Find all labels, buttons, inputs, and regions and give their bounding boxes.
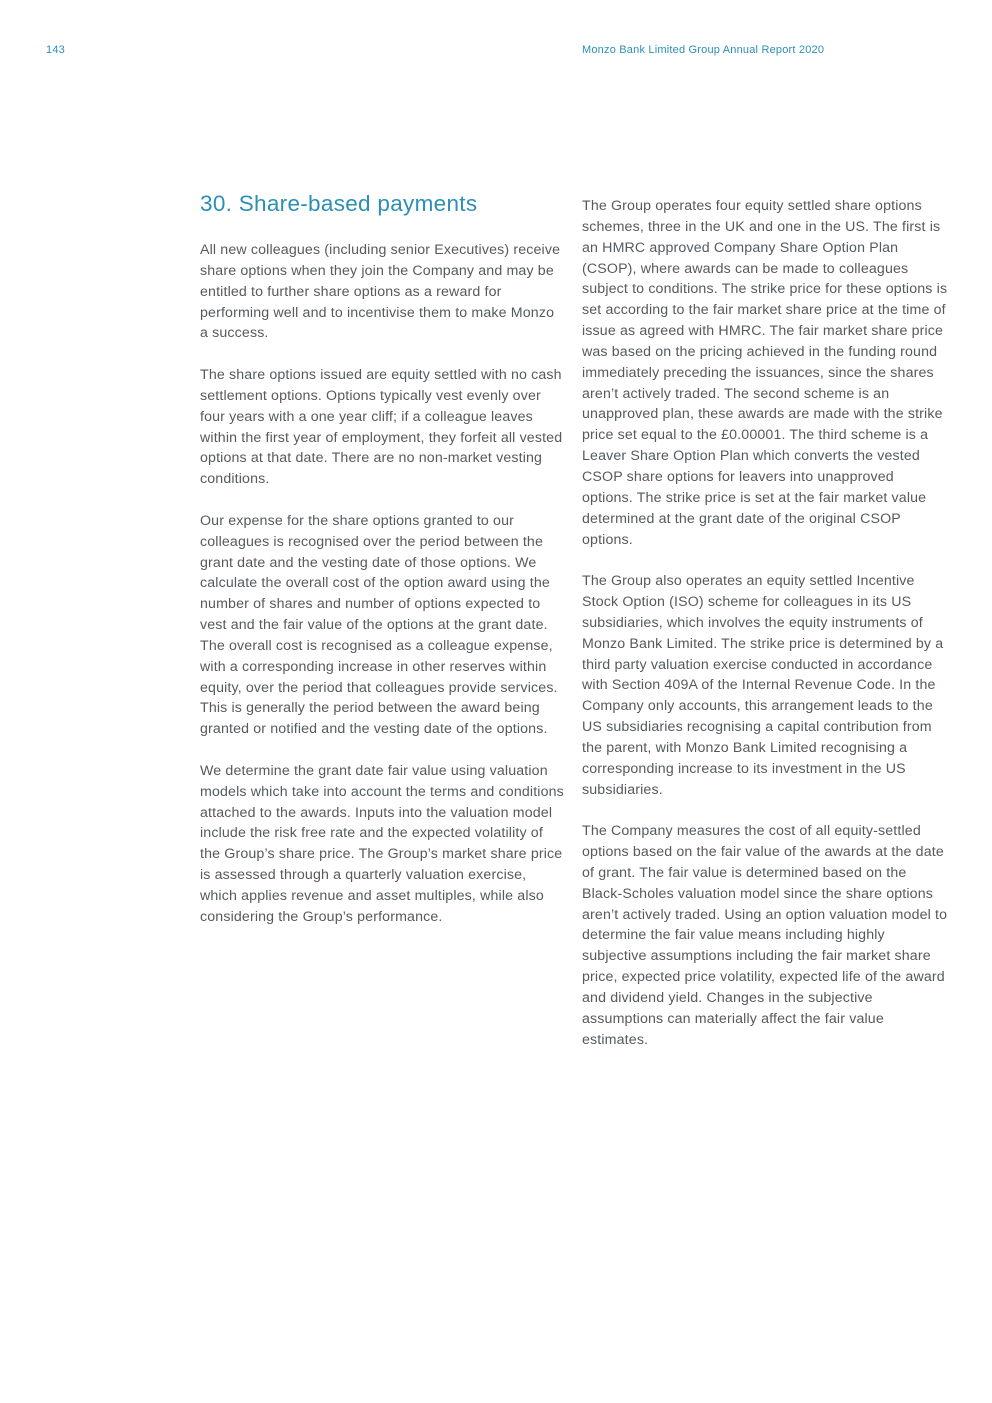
left-paragraph-4: We determine the grant date fair value using valuation models which take into account the terms and conditions attached to the awards. Inputs into the valuation model include the risk free rate and the expected volatility of the Group’s share price. The Group’s market share price is assessed through a quarterly valuation exercise, which applies revenue and asset multiples, while also considering the Group’s performance. bbox=[200, 762, 564, 925]
left-paragraph-1: All new colleagues (including senior Executives) receive share options when they join the Company and may be entitled to further share options as a reward for performing well and to incentivise them to make Monzo a success. bbox=[200, 242, 561, 342]
left-column bbox=[200, 188, 566, 949]
report-title: Monzo Bank Limited Group Annual Report 2020 bbox=[582, 44, 825, 56]
right-paragraph-3: The Company measures the cost of all equity-settled options based on the fair value of the awards at the date of grant. The fair value is determined based on the Black-Scholes valuation model since the share options aren’t actively traded. Using an option valuation model to determine the fair value means including highly subjective assumptions including the fair market share price, expected price volatility, expected life of the award and dividend yield. Changes in the subjective assumptions can materially affect the fair value estimates. bbox=[582, 823, 948, 1048]
right-column bbox=[582, 196, 948, 1071]
right-paragraph-1: The Group operates four equity settled share options schemes, three in the UK and one in the US. The first is an HMRC approved Company Share Option Plan (CSOP), where awards can be made to colleagues subject to conditions. The strike price for these options is set according to the fair market share price at the time of issue as agreed with HMRC. The fair market share price was based on the pricing achieved in the funding round immediately preceding the issuances, since the shares aren’t actively traded. The second scheme is an unapproved plan, these awards are made with the strike price set equal to the £0.00001. The third scheme is a Leaver Share Option Plan which converts the vested CSOP share options for leavers into unapproved options. The strike price is set at the fair market value determined at the grant date of the original CSOP options. bbox=[582, 198, 948, 548]
section-title: 30. Share-based payments bbox=[200, 191, 478, 216]
left-paragraph-3: Our expense for the share options granted to our colleagues is recognised over the period between the grant date and the vesting date of those options. We calculate the overall cost of the option award using the number of shares and number of options expected to vest and the fair value of the options at the grant date. The overall cost is recognised as a colleague expense, with a corresponding increase in other reserves within equity, over the period that colleagues provide services. This is generally the period between the award being granted or notified and the vesting date of the options. bbox=[200, 512, 558, 738]
left-paragraph-2: The share options issued are equity settled with no cash settlement options. Options typically vest evenly over four years with a one year cliff; if a colleague leaves within the first year of employment, they forfeit all vested options at that date. There are no non-market vesting conditions. bbox=[200, 367, 563, 488]
page-number: 143 bbox=[46, 44, 65, 56]
right-paragraph-2: The Group also operates an equity settled Incentive Stock Option (ISO) scheme for colleagues in its US subsidiaries, which involves the equity instruments of Monzo Bank Limited. The strike price is determined by a third party valuation exercise conducted in accordance with Section 409A of the Internal Revenue Code. In the Company only accounts, this arrangement leads to the US subsidiaries recognising a capital contribution from the parent, with Monzo Bank Limited recognising a corresponding increase to its investment in the US subsidiaries. bbox=[582, 573, 944, 798]
